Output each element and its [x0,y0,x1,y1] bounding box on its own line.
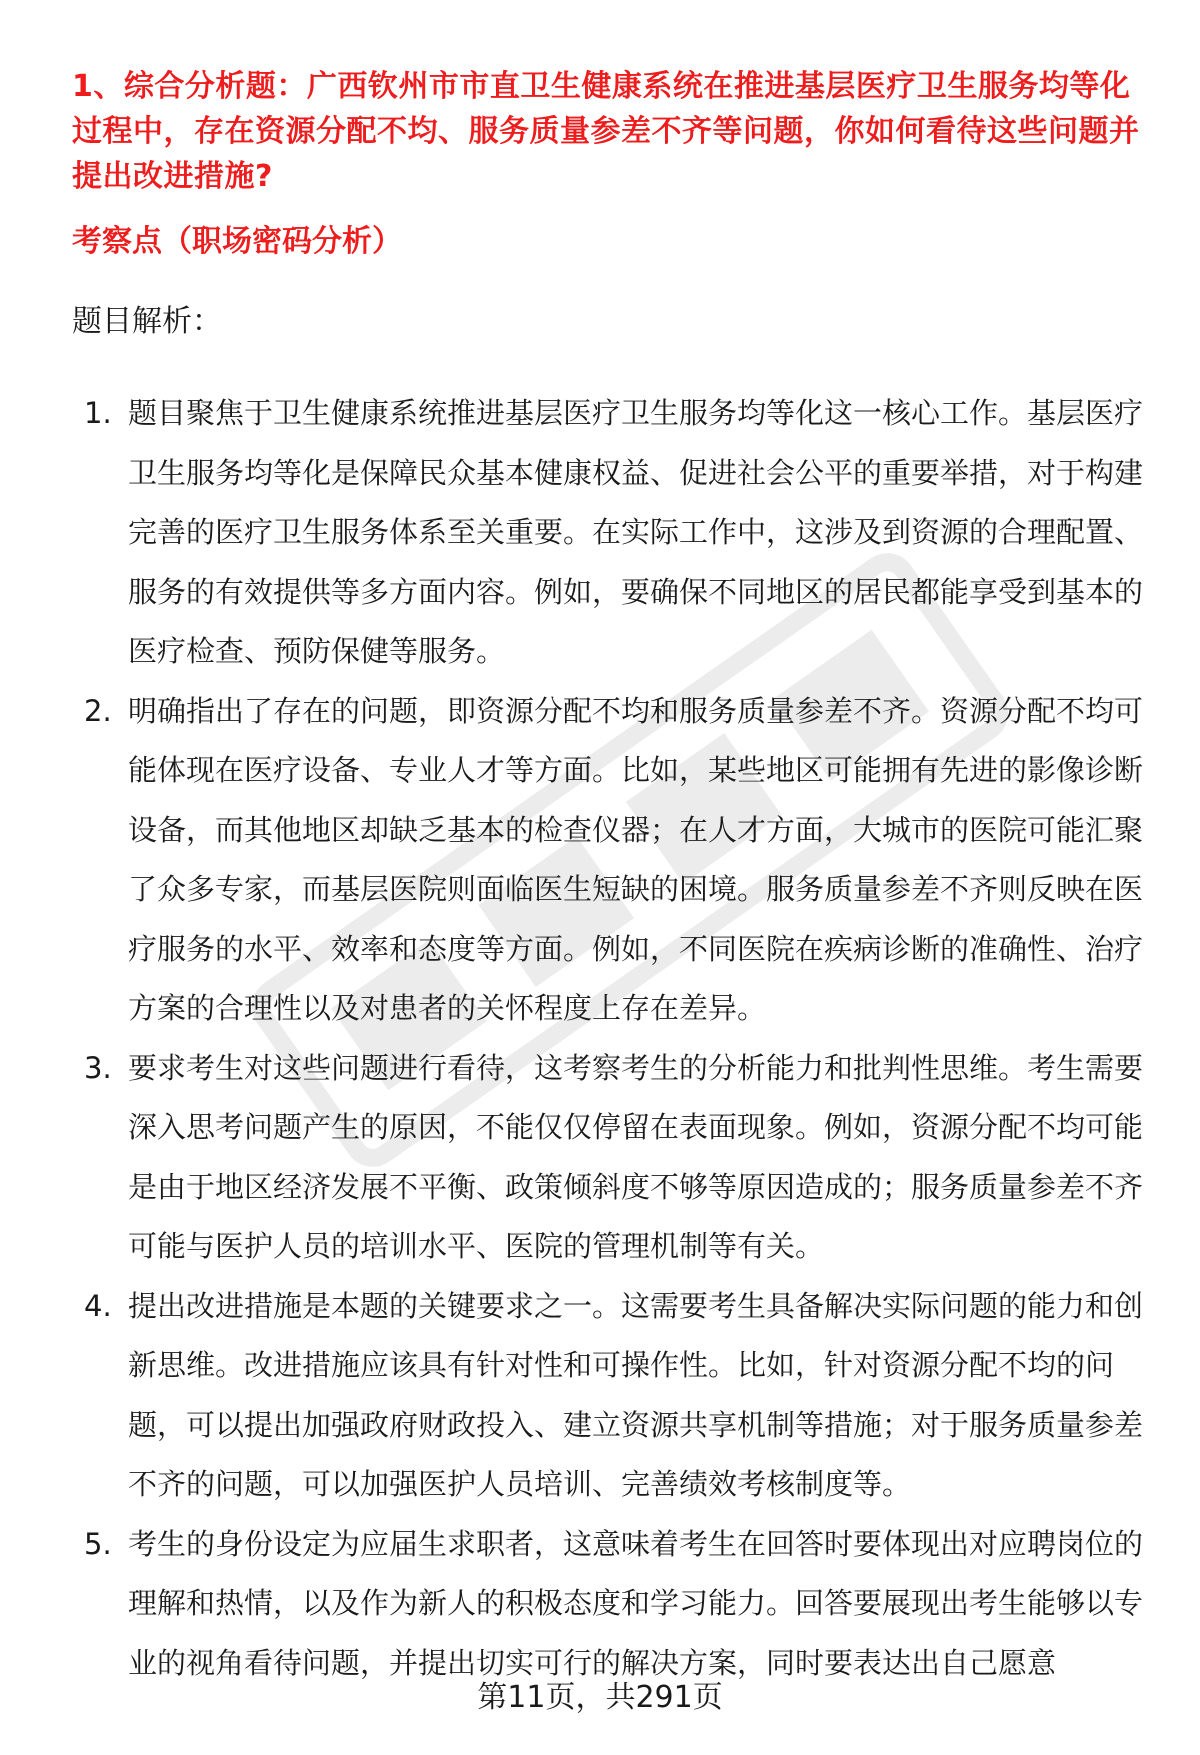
list-item [72,384,1162,682]
list-item-number: 2. [84,693,112,728]
question-heading: 1、综合分析题：广西钦州市市直卫生健康系统在推进基层医疗卫生服务均等化过程中，存在资源分配不均、服务质量参差不齐等问题，你如何看待这些问题并提出改进措施? [72,69,1140,194]
analysis-list [72,384,1162,1693]
analysis-subheading: 题目解析： [72,304,222,339]
list-item [72,682,1162,1039]
list-item-number: 5. [84,1526,112,1561]
list-item-text: 题目聚焦于卫生健康系统推进基层医疗卫生服务均等化这一核心工作。基层医疗卫生服务均等化是保障民众基本健康权益、促进社会公平的重要举措，对于构建完善的医疗卫生服务体系至关重要。在实际工作中，这涉及到资源的合理配置、服务的有效提供等多方面内容。例如，要确保不同地区的居民都能享受到基本的医疗检查、预防保健等服务。 [128,396,1144,668]
list-item-text: 明确指出了存在的问题，即资源分配不均和服务质量参差不齐。资源分配不均可能体现在医疗设备、专业人才等方面。比如，某些地区可能拥有先进的影像诊断设备，而其他地区却缺乏基本的检查仪器；在人才方面，大城市的医院可能汇聚了众多专家，而基层医院则面临医生短缺的困境。服务质量参差不齐则反映在医疗服务的水平、效率和态度等方面。例如，不同医院在疾病诊断的准确性、治疗方案的合理性以及对患者的关怀程度上存在差异。 [128,693,1144,1025]
list-item-text: 要求考生对这些问题进行看待，这考察考生的分析能力和批判性思维。考生需要深入思考问题产生的原因，不能仅仅停留在表面现象。例如，资源分配不均可能是由于地区经济发展不平衡、政策倾斜度不够等原因造成的；服务质量参差不齐可能与医护人员的培训水平、医院的管理机制等有关。 [128,1050,1144,1263]
list-item [72,1277,1162,1515]
list-item [72,1515,1162,1694]
list-item [72,1039,1162,1277]
list-item-text: 考生的身份设定为应届生求职者，这意味着考生在回答时要体现出对应聘岗位的理解和热情，以及作为新人的积极态度和学习能力。回答要展现出考生能够以专业的视角看待问题，并提出切实可行的解决方案，同时要表达出自己愿意 [128,1526,1144,1680]
list-item-text: 提出改进措施是本题的关键要求之一。这需要考生具备解决实际问题的能力和创新思维。改进措施应该具有针对性和可操作性。比如，针对资源分配不均的问题，可以提出加强政府财政投入、建立资源共享机制等措施；对于服务质量参差不齐的问题，可以加强医护人员培训、完善绩效考核制度等。 [128,1288,1144,1501]
list-item-number: 3. [84,1050,112,1085]
list-item-number: 1. [84,396,112,430]
page-number-footer: 第11页，共291页 [477,1680,723,1715]
list-item-number: 4. [84,1288,112,1323]
section-title: 考察点（职场密码分析） [72,224,402,259]
